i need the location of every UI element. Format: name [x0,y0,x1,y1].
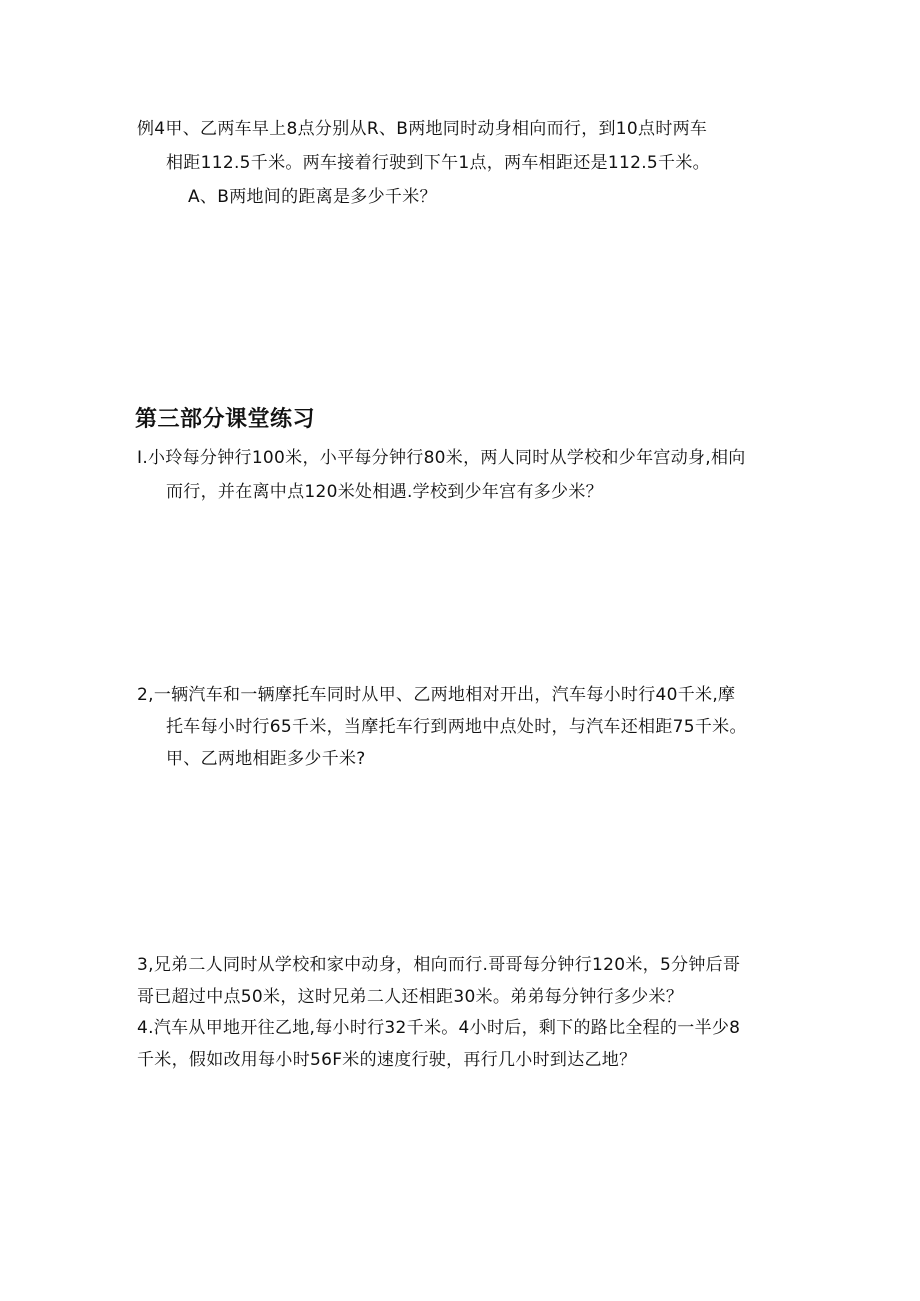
question-4-line-2: 千米，假如改用每小时56F米的速度行驶，再行几小时到达乙地？ [137,1050,637,1070]
example-4-line-1: 例4甲、乙两车早上8点分别从R、B两地同时动身相向而行，到10点时两车 [137,119,708,139]
question-1-line-1: I.小玲每分钟行100米，小平每分钟行80米，两人同时从学校和少年宫动身,相向 [137,448,746,468]
example-4-line-2: 相距112.5千米。两车接着行驶到下午1点，两车相距还是112.5千米。 [166,153,710,173]
question-4-line-1: 4.汽车从甲地开往乙地,每小时行32千米。4小时后，剩下的路比全程的一半少8 [137,1018,741,1038]
question-1-line-2: 而行，并在离中点120米处相遇.学校到少年宫有多少米？ [166,482,603,502]
section-heading: 第三部分课堂练习 [135,407,316,432]
example-4-line-3: A、B两地间的距离是多少千米？ [188,187,437,207]
question-2-line-1: 2,一辆汽车和一辆摩托车同时从甲、乙两地相对开出，汽车每小时行40千米,摩 [137,685,736,705]
question-3-line-2: 哥已超过中点50米，这时兄弟二人还相距30米。弟弟每分钟行多少米？ [137,987,684,1007]
question-2-line-3: 甲、乙两地相距多少千米? [166,749,366,769]
question-3-line-1: 3,兄弟二人同时从学校和家中动身，相向而行.哥哥每分钟行120米，5分钟后哥 [137,955,741,975]
question-2-line-2: 托车每小时行65千米，当摩托车行到两地中点处时，与汽车还相距75千米。 [166,717,747,737]
